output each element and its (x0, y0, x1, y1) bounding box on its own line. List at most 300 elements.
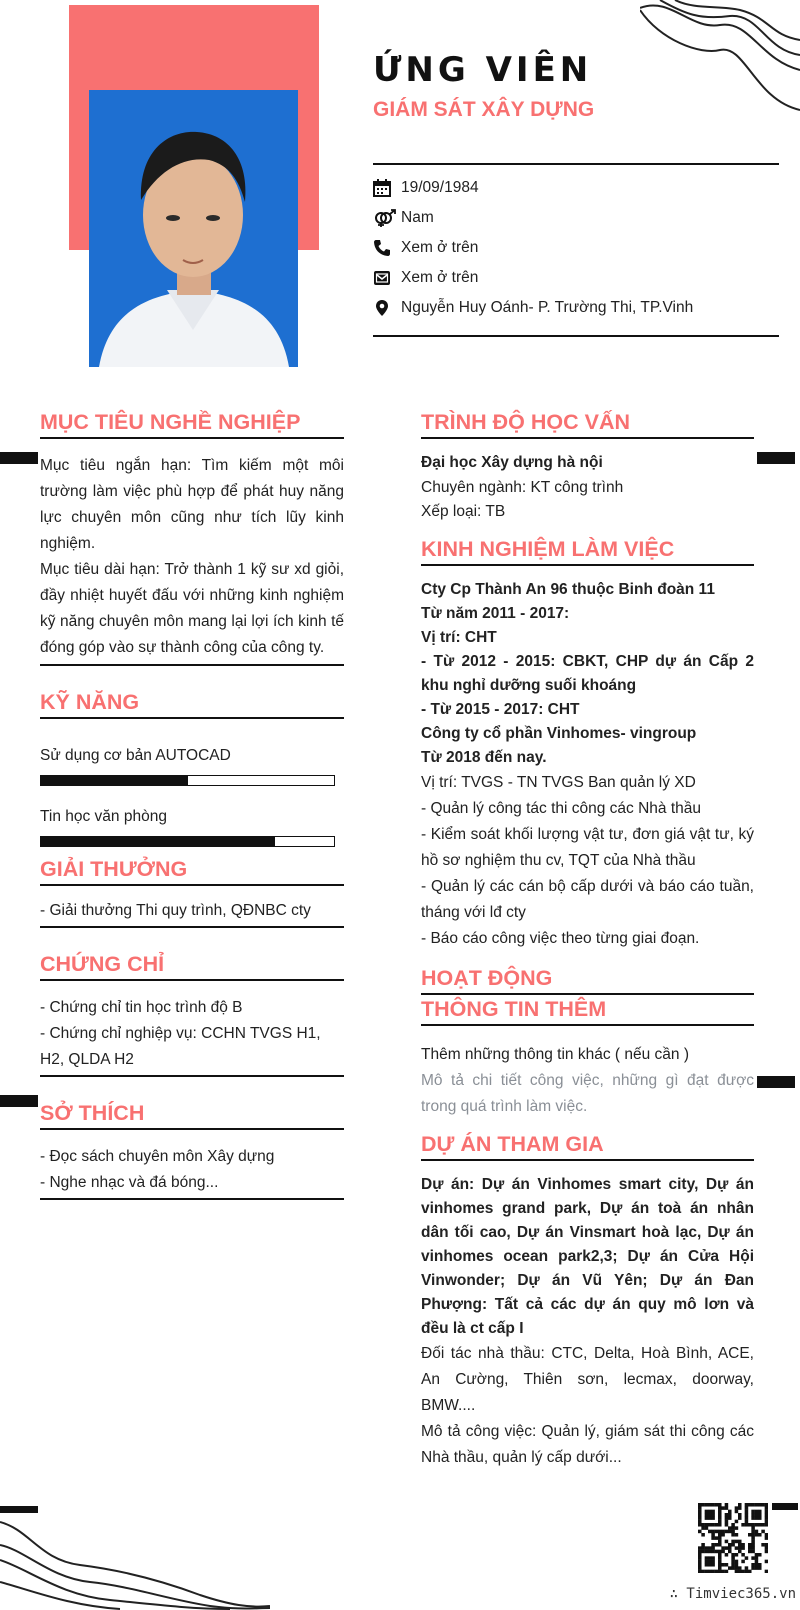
qr-module (745, 1516, 749, 1520)
qr-module (755, 1530, 759, 1534)
qr-module (765, 1506, 768, 1510)
qr-module (738, 1540, 742, 1544)
qr-module (711, 1533, 715, 1537)
projects-description: Mô tả công việc: Quản lý, giám sát thi công các Nhà thầu, quản lý cấp dưới... (421, 1422, 754, 1466)
qr-module (741, 1546, 745, 1550)
qr-module (755, 1533, 759, 1537)
qr-module (731, 1553, 735, 1557)
qr-module (705, 1550, 709, 1554)
qr-module (755, 1566, 759, 1570)
qr-module (698, 1513, 702, 1517)
qr-module (758, 1563, 762, 1567)
qr-module (755, 1556, 759, 1560)
qr-module (755, 1560, 759, 1564)
qr-module (761, 1523, 765, 1527)
qr-module (698, 1560, 702, 1564)
qr-module (711, 1556, 715, 1560)
contact-gender-text: Nam (401, 209, 434, 226)
portrait-illustration (89, 90, 298, 367)
qr-module (711, 1546, 715, 1550)
skill-item (40, 808, 344, 847)
decorative-waves-top (640, 0, 800, 130)
qr-module (715, 1543, 719, 1547)
contact-address-text: Nguyễn Huy Oánh- P. Trường Thi, TP.Vinh (401, 299, 694, 316)
qr-module (718, 1530, 722, 1534)
qr-module (741, 1570, 745, 1573)
qr-module (711, 1516, 715, 1520)
hobby-item: - Nghe nhạc và đá bóng... (40, 1174, 219, 1191)
experience-title: KINH NGHIỆM LÀM VIỆC (421, 537, 754, 566)
activities-title: HOẠT ĐỘNG (421, 966, 754, 995)
skill-name: Tin học văn phòng (40, 808, 167, 825)
experience-line: Vị trí: TVGS - TN TVGS Ban quản lý XD (421, 773, 696, 791)
qr-module (761, 1530, 765, 1534)
qr-module (698, 1546, 702, 1550)
qr-module (711, 1550, 715, 1554)
qr-module (751, 1540, 755, 1544)
qr-module (735, 1540, 739, 1544)
qr-module (708, 1523, 712, 1527)
qr-module (738, 1550, 742, 1554)
qr-module (718, 1556, 722, 1560)
objective-end-line (40, 664, 344, 666)
additional-placeholder: Mô tả chi tiết công việc, những gì đạt được trong quá trình làm việc. (421, 1071, 754, 1115)
qr-module (745, 1503, 749, 1507)
qr-module (708, 1510, 712, 1514)
qr-module (738, 1513, 742, 1517)
experience-body (421, 578, 754, 952)
experience-role-1: Vị trí: CHT (421, 628, 497, 646)
qr-module (751, 1513, 755, 1517)
awards-end-line (40, 926, 344, 928)
phone-icon (373, 237, 401, 259)
footer-brand: ∴ Timviec365.vn (669, 1586, 796, 1602)
qr-module (711, 1503, 715, 1507)
qr-module (755, 1523, 759, 1527)
qr-module (698, 1503, 702, 1507)
qr-module (748, 1523, 752, 1527)
side-mark (0, 452, 38, 464)
contact-address (373, 293, 779, 323)
qr-module (765, 1570, 768, 1573)
qr-module (698, 1563, 702, 1567)
qr-module (751, 1503, 755, 1507)
qr-module (718, 1510, 722, 1514)
qr-module (748, 1533, 752, 1537)
qr-module (751, 1526, 755, 1530)
qr-module (731, 1556, 735, 1560)
experience-period-1: Từ năm 2011 - 2017: (421, 604, 570, 622)
avatar (89, 90, 298, 367)
qr-module (761, 1543, 765, 1547)
qr-module (711, 1523, 715, 1527)
qr-module (758, 1510, 762, 1514)
qr-module (701, 1523, 705, 1527)
qr-module (738, 1546, 742, 1550)
qr-module (718, 1563, 722, 1567)
certificate-item: - Chứng chỉ tin học trình độ B (40, 999, 243, 1016)
experience-line: - Báo cáo công việc theo từng giai đoạn. (421, 929, 700, 947)
additional-body (421, 1042, 754, 1120)
qr-module (711, 1510, 715, 1514)
candidate-name: ỨNG VIÊN (373, 50, 593, 90)
qr-module (701, 1550, 705, 1554)
qr-module (708, 1516, 712, 1520)
qr-module (705, 1546, 709, 1550)
qr-module (731, 1543, 735, 1547)
qr-module (741, 1543, 745, 1547)
gender-icon (373, 207, 401, 229)
qr-module (721, 1546, 725, 1550)
qr-module (728, 1513, 732, 1517)
qr-module (718, 1516, 722, 1520)
qr-module (725, 1513, 729, 1517)
experience-period-2: Từ 2018 đến nay. (421, 748, 547, 766)
qr-module (718, 1536, 722, 1540)
calendar-icon (373, 177, 401, 199)
qr-module (765, 1510, 768, 1514)
qr-module (731, 1526, 735, 1530)
qr-module (735, 1520, 739, 1524)
qr-module (731, 1566, 735, 1570)
qr-module (705, 1560, 709, 1564)
qr-module (725, 1506, 729, 1510)
certificates-title: CHỨNG CHỈ (40, 952, 344, 981)
projects-partners: Đối tác nhà thầu: CTC, Delta, Hoà Bình, ACE, An Cường, Thiên sơn, lecmax, doorway, BMW.... (421, 1344, 754, 1414)
qr-module (765, 1520, 768, 1524)
hobbies-end-line (40, 1198, 344, 1200)
qr-module (735, 1566, 739, 1570)
qr-module (721, 1550, 725, 1554)
side-mark (0, 1095, 38, 1107)
qr-module (701, 1570, 705, 1573)
qr-module (765, 1533, 768, 1537)
objective-long-term: Mục tiêu dài hạn: Trở thành 1 kỹ sư xd giỏi, đầy nhiệt huyết đấu với những kinh nghiệm kỹ năng chuyên môn mang lại lợi ích kinh tế đóng góp vào sự thành công của công ty. (40, 561, 344, 656)
qr-module (705, 1563, 709, 1567)
decorative-waves-bottom (0, 1510, 270, 1610)
qr-module (738, 1566, 742, 1570)
experience-detail: - Từ 2015 - 2017: CHT (421, 700, 580, 718)
qr-module (711, 1530, 715, 1534)
qr-module (708, 1563, 712, 1567)
qr-module (721, 1533, 725, 1537)
skill-level-bar (40, 775, 335, 786)
contact-birthday (373, 173, 779, 203)
qr-module (755, 1516, 759, 1520)
qr-module (758, 1523, 762, 1527)
qr-module (738, 1516, 742, 1520)
candidate-position: GIÁM SÁT XÂY DỰNG (373, 98, 595, 121)
qr-module (715, 1570, 719, 1573)
skill-level-bar (40, 836, 335, 847)
qr-module (718, 1566, 722, 1570)
qr-module (708, 1503, 712, 1507)
qr-module (715, 1523, 719, 1527)
qr-module (725, 1530, 729, 1534)
projects-body (421, 1173, 754, 1471)
qr-module (751, 1546, 755, 1550)
qr-module (725, 1540, 729, 1544)
qr-module (755, 1553, 759, 1557)
qr-module (705, 1523, 709, 1527)
qr-module (725, 1546, 729, 1550)
qr-module (698, 1553, 702, 1557)
qr-module (751, 1536, 755, 1540)
qr-module (711, 1570, 715, 1573)
qr-module (735, 1510, 739, 1514)
qr-module (725, 1563, 729, 1567)
qr-module (721, 1530, 725, 1534)
qr-module (708, 1556, 712, 1560)
qr-module (701, 1526, 705, 1530)
hobbies-body (40, 1144, 344, 1196)
award-item: - Giải thưởng Thi quy trình, QĐNBC cty (40, 902, 311, 919)
qr-module (715, 1530, 719, 1534)
qr-module (721, 1506, 725, 1510)
qr-module (758, 1566, 762, 1570)
qr-module (755, 1513, 759, 1517)
qr-module (708, 1546, 712, 1550)
qr-module (725, 1503, 729, 1507)
qr-module (738, 1506, 742, 1510)
qr-module (728, 1530, 732, 1534)
qr-code-icon (698, 1503, 768, 1573)
qr-module (708, 1570, 712, 1573)
hobby-item: - Đọc sách chuyên môn Xây dựng (40, 1148, 275, 1165)
qr-module (758, 1553, 762, 1557)
contact-gender (373, 203, 779, 233)
qr-module (738, 1543, 742, 1547)
qr-module (718, 1540, 722, 1544)
qr-module (748, 1543, 752, 1547)
qr-module (698, 1556, 702, 1560)
education-title: TRÌNH ĐỘ HỌC VẤN (421, 410, 754, 439)
qr-module (718, 1523, 722, 1527)
qr-module (751, 1550, 755, 1554)
qr-module (731, 1540, 735, 1544)
contact-phone (373, 233, 779, 263)
qr-module (701, 1543, 705, 1547)
skill-item (40, 747, 344, 786)
qr-module (751, 1523, 755, 1527)
qr-module (765, 1560, 768, 1564)
qr-module (718, 1533, 722, 1537)
qr-module (705, 1556, 709, 1560)
contact-birthday-text: 19/09/1984 (401, 179, 479, 196)
qr-module (741, 1553, 745, 1557)
qr-module (755, 1503, 759, 1507)
qr-module (738, 1503, 742, 1507)
right-column (421, 410, 754, 1471)
qr-module (718, 1520, 722, 1524)
qr-module (751, 1533, 755, 1537)
qr-module (698, 1523, 702, 1527)
experience-company-2: Công ty cổ phần Vinhomes- vingroup (421, 724, 697, 742)
qr-module (755, 1563, 759, 1567)
qr-module (748, 1546, 752, 1550)
qr-module (751, 1516, 755, 1520)
qr-module (728, 1526, 732, 1530)
side-mark (757, 1076, 795, 1088)
qr-module (708, 1550, 712, 1554)
qr-module (701, 1546, 705, 1550)
additional-title: THÔNG TIN THÊM (421, 997, 754, 1026)
experience-line: - Quản lý công tác thi công các Nhà thầu (421, 799, 702, 817)
header-divider-top (373, 163, 779, 165)
qr-module (728, 1566, 732, 1570)
qr-code[interactable] (698, 1503, 768, 1573)
qr-module (751, 1543, 755, 1547)
qr-module (711, 1543, 715, 1547)
qr-module (718, 1553, 722, 1557)
qr-module (725, 1523, 729, 1527)
objective-title: MỤC TIÊU NGHỀ NGHIỆP (40, 410, 344, 439)
qr-module (765, 1516, 768, 1520)
contact-email-text: Xem ở trên (401, 269, 479, 286)
qr-module (758, 1503, 762, 1507)
qr-module (708, 1513, 712, 1517)
qr-module (711, 1536, 715, 1540)
experience-company-1: Cty Cp Thành An 96 thuộc Binh đoàn 11 (421, 580, 715, 598)
left-column (40, 410, 344, 1200)
qr-module (748, 1503, 752, 1507)
qr-module (711, 1563, 715, 1567)
qr-module (745, 1556, 749, 1560)
qr-module (758, 1533, 762, 1537)
qr-module (718, 1570, 722, 1573)
skill-name: Sử dụng cơ bản AUTOCAD (40, 747, 231, 764)
qr-module (711, 1513, 715, 1517)
qr-module (765, 1513, 768, 1517)
additional-line: Thêm những thông tin khác ( nếu cần ) (421, 1045, 690, 1063)
education-school: Đại học Xây dựng hà nội (421, 454, 603, 471)
qr-module (715, 1536, 719, 1540)
awards-body (40, 898, 344, 924)
qr-module (725, 1570, 729, 1573)
qr-module (728, 1546, 732, 1550)
qr-module (731, 1530, 735, 1534)
qr-module (708, 1530, 712, 1534)
qr-module (731, 1563, 735, 1567)
qr-module (698, 1520, 702, 1524)
qr-module (735, 1533, 739, 1537)
qr-module (698, 1530, 702, 1534)
email-icon (373, 267, 401, 289)
qr-module (745, 1513, 749, 1517)
qr-module (698, 1516, 702, 1520)
qr-module (728, 1543, 732, 1547)
qr-module (721, 1570, 725, 1573)
contact-list (373, 173, 779, 323)
side-mark (757, 452, 795, 464)
qr-module (745, 1523, 749, 1527)
qr-module (718, 1506, 722, 1510)
skill-level-fill (41, 837, 275, 846)
contact-phone-text: Xem ở trên (401, 239, 479, 256)
qr-module (751, 1566, 755, 1570)
qr-module (731, 1560, 735, 1564)
location-icon (373, 297, 401, 319)
qr-module (728, 1550, 732, 1554)
qr-module (745, 1566, 749, 1570)
qr-module (725, 1520, 729, 1524)
qr-module (751, 1563, 755, 1567)
qr-module (705, 1516, 709, 1520)
qr-module (715, 1503, 719, 1507)
qr-module (735, 1560, 739, 1564)
objective-body (40, 453, 344, 661)
qr-module (711, 1560, 715, 1564)
qr-module (725, 1516, 729, 1520)
qr-module (735, 1570, 739, 1573)
qr-module (751, 1510, 755, 1514)
contact-email (373, 263, 779, 293)
qr-module (765, 1543, 768, 1547)
qr-module (698, 1510, 702, 1514)
qr-module (761, 1503, 765, 1507)
qr-module (758, 1513, 762, 1517)
header-divider-bottom (373, 335, 779, 337)
education-major: Chuyên ngành: KT công trình (421, 478, 624, 496)
experience-line: - Kiểm soát khối lượng vật tư, đơn giá vật tư, ký hồ sơ nghiệm thu cv, TQT của Nhà thầu (421, 825, 754, 869)
skill-level-fill (41, 776, 188, 785)
qr-module (735, 1526, 739, 1530)
projects-title: DỰ ÁN THAM GIA (421, 1132, 754, 1161)
projects-list: Dự án: Dự án Vinhomes smart city, Dự án vinhomes grand park, Dự án toà án nhân dân tối cao, Dự án Vinsmart hoà lạc, Dự án vinhomes ocean park2,3; Dự án Cửa Hội Vinwonder; Dự án Vũ Yên; Dự án Đan Phượng: Tất cả các dự án quy mô lơn và đều là ct cấp I (421, 1175, 754, 1337)
qr-module (705, 1503, 709, 1507)
certificates-body (40, 995, 344, 1073)
qr-module (705, 1570, 709, 1573)
qr-module (718, 1513, 722, 1517)
qr-module (745, 1510, 749, 1514)
certificate-item: - Chứng chỉ nghiệp vụ: CCHN TVGS H1, H2, QLDA H2 (40, 1025, 321, 1068)
qr-module (765, 1503, 768, 1507)
hobbies-title: SỞ THÍCH (40, 1101, 344, 1130)
qr-module (751, 1530, 755, 1534)
education-rank: Xếp loại: TB (421, 503, 506, 520)
certificates-end-line (40, 1075, 344, 1077)
side-mark (772, 1503, 798, 1510)
experience-line: - Quản lý các cán bộ cấp dưới và báo cáo tuần, tháng với lđ cty (421, 877, 754, 921)
qr-module (738, 1570, 742, 1573)
qr-module (705, 1526, 709, 1530)
qr-module (721, 1563, 725, 1567)
awards-title: GIẢI THƯỞNG (40, 857, 344, 886)
qr-module (765, 1550, 768, 1554)
qr-module (705, 1513, 709, 1517)
qr-module (745, 1506, 749, 1510)
qr-module (765, 1546, 768, 1550)
qr-module (748, 1570, 752, 1573)
qr-module (731, 1533, 735, 1537)
qr-module (735, 1546, 739, 1550)
qr-module (741, 1523, 745, 1527)
qr-module (741, 1560, 745, 1564)
qr-module (728, 1510, 732, 1514)
qr-module (698, 1570, 702, 1573)
qr-module (705, 1510, 709, 1514)
qr-module (718, 1550, 722, 1554)
qr-module (701, 1533, 705, 1537)
qr-module (731, 1523, 735, 1527)
qr-module (698, 1506, 702, 1510)
qr-module (698, 1550, 702, 1554)
qr-module (698, 1566, 702, 1570)
qr-module (758, 1516, 762, 1520)
qr-module (735, 1563, 739, 1567)
qr-module (718, 1543, 722, 1547)
qr-module (748, 1550, 752, 1554)
